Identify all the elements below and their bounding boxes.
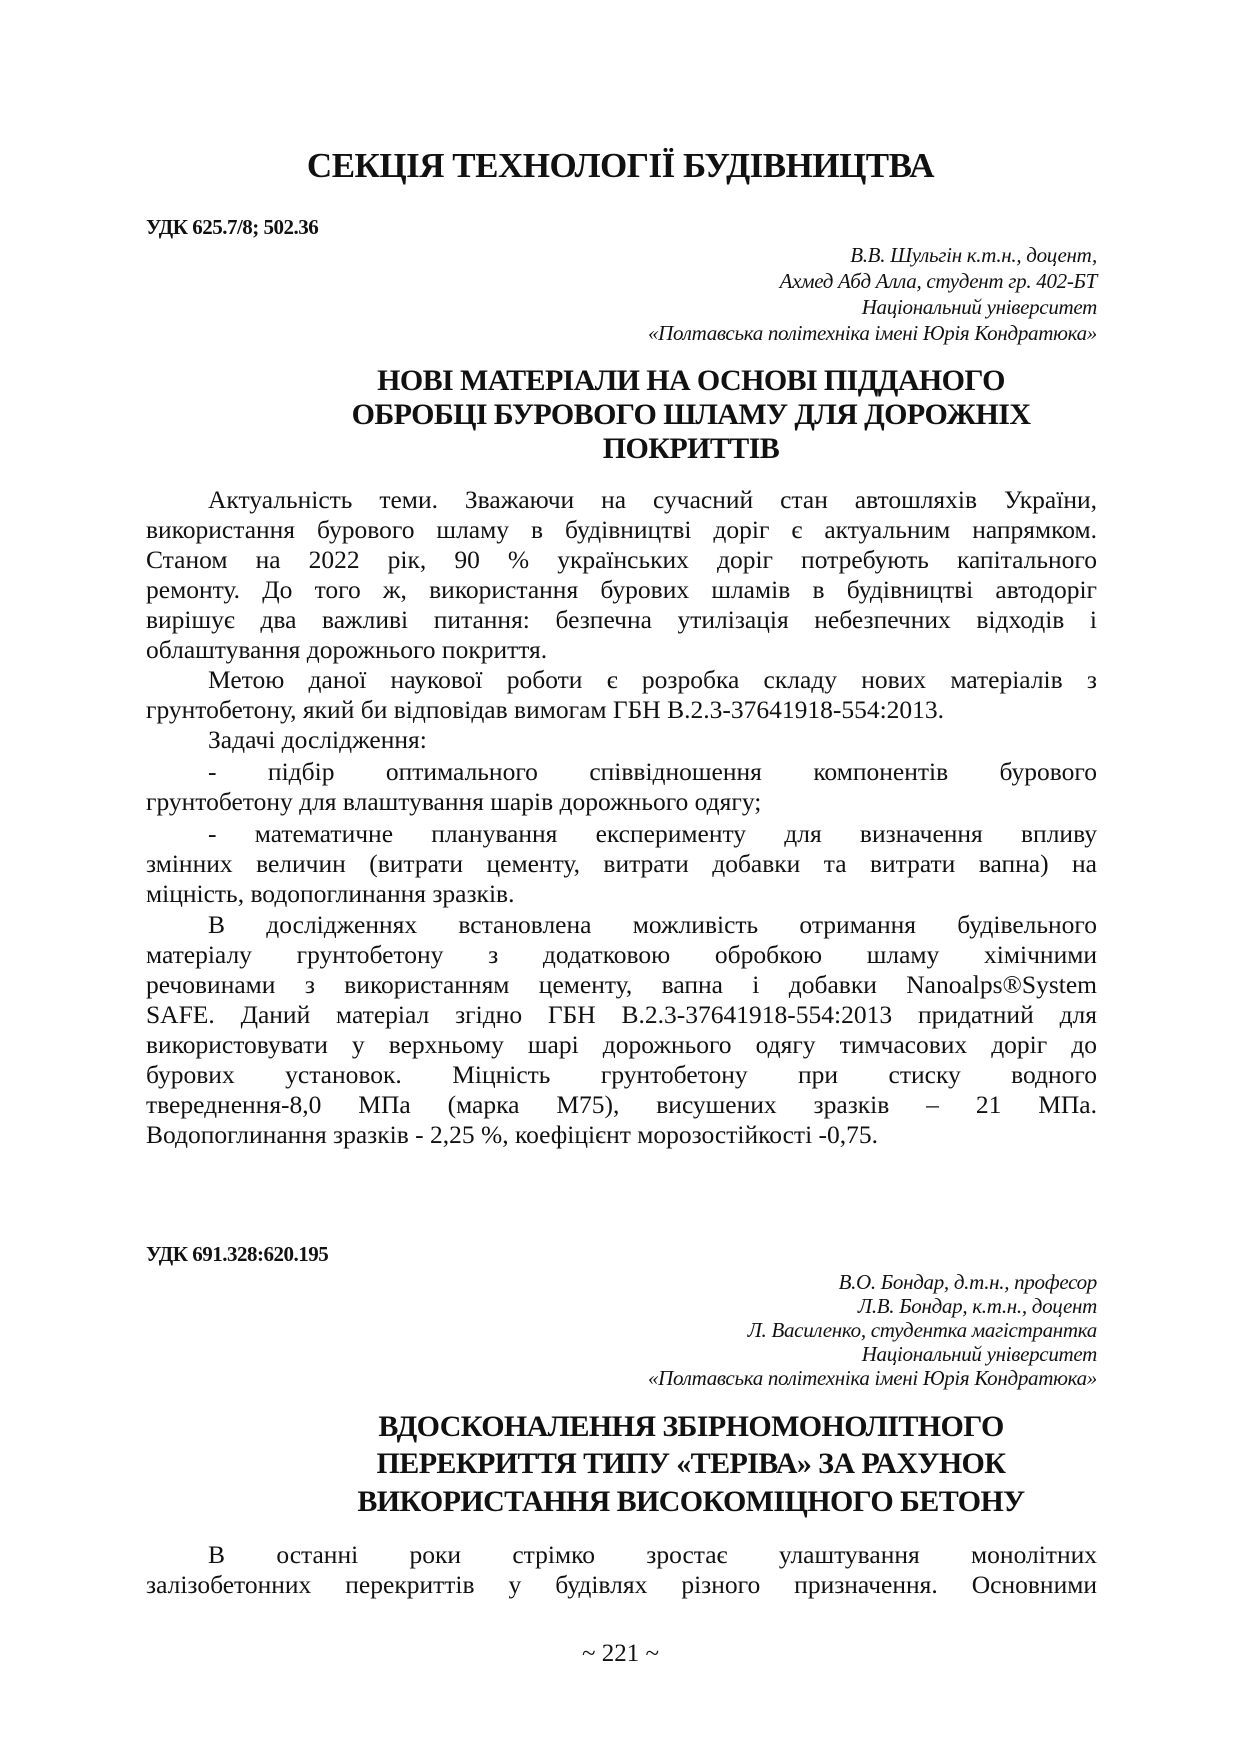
section-title: СЕКЦІЯ ТЕХНОЛОГІЇ БУДІВНИЦТВА bbox=[306, 146, 935, 185]
author-line: Л.В. Бондар, к.т.н., доцент bbox=[857, 1294, 1097, 1318]
affiliation-line: «Полтавська політехніка імені Юрія Кондратюка» bbox=[647, 321, 1097, 345]
article-title-line: ОБРОБЦІ БУРОВОГО ШЛАМУ ДЛЯ ДОРОЖНІХ bbox=[351, 398, 1031, 431]
body-line: залізобетонних перекриттів у будівлях різного призначення. Основними bbox=[146, 1570, 1097, 1599]
body-line: SAFE. Даний матеріал згідно ГБН В.2.3-37641918-554:2013 придатний для bbox=[146, 1000, 1097, 1029]
body-line: вирішує два важливі питання: безпечна утилізація небезпечних відходів і bbox=[146, 605, 1097, 634]
author-line: В.В. Шульгін к.т.н., доцент, bbox=[850, 243, 1097, 267]
body-line: Задачі дослідження: bbox=[208, 725, 427, 754]
body-line: грунтобетону для влаштування шарів дорожнього одягу; bbox=[146, 787, 762, 816]
body-line: грунтобетону, який би відповідав вимогам ГБН В.2.3-37641918-554:2013. bbox=[146, 695, 945, 724]
udk-code: УДК 691.328:620.195 bbox=[146, 1242, 329, 1266]
affiliation-line: Національний університет bbox=[861, 295, 1097, 319]
body-line: - підбір оптимального співвідношення компонентів бурового bbox=[208, 757, 1097, 786]
body-line: використання бурового шламу в будівництві доріг є актуальним напрямком. bbox=[146, 515, 1097, 544]
body-line: Станом на 2022 рік, 90 % українських доріг потребують капітального bbox=[146, 545, 1097, 574]
body-line: бурових установок. Міцність грунтобетону при стиску водного bbox=[146, 1060, 1097, 1089]
body-line: - математичне планування експерименту для визначення впливу bbox=[208, 819, 1097, 848]
body-line: Метою даної наукової роботи є розробка складу нових матеріалів з bbox=[208, 665, 1097, 694]
body-line: Актуальність теми. Зважаючи на сучасний стан автошляхів України, bbox=[208, 485, 1097, 514]
body-line: речовинами з використанням цементу, вапна і добавки Nanoalps®System bbox=[146, 970, 1097, 999]
udk-code: УДК 625.7/8; 502.36 bbox=[146, 215, 319, 239]
article-title-line: ПЕРЕКРИТТЯ ТИПУ «ТЕРІВА» ЗА РАХУНОК bbox=[376, 1447, 1006, 1480]
body-line: облаштування дорожнього покриття. bbox=[146, 635, 548, 664]
body-line: змінних величин (витрати цементу, витрати добавки та витрати вапна) на bbox=[146, 849, 1097, 878]
body-line: В дослідженнях встановлена можливість отримання будівельного bbox=[208, 910, 1097, 939]
article-title-line: ВИКОРИСТАННЯ ВИСОКОМІЦНОГО БЕТОНУ bbox=[357, 1485, 1025, 1518]
article-title-line: ВДОСКОНАЛЕННЯ ЗБІРНОМОНОЛІТНОГО bbox=[378, 1410, 1004, 1443]
article-title-line: НОВІ МАТЕРІАЛИ НА ОСНОВІ ПІДДАНОГО bbox=[377, 364, 1005, 397]
article-title-line: ПОКРИТТІВ bbox=[602, 432, 780, 465]
body-line: міцність, водопоглинання зразків. bbox=[146, 879, 515, 908]
body-line: матеріалу грунтобетону з додатковою обробкою шламу хімічними bbox=[146, 940, 1097, 969]
affiliation-line: Національний університет bbox=[861, 1342, 1097, 1366]
body-line: ремонту. До того ж, використання бурових шламів в будівництві автодоріг bbox=[146, 575, 1097, 604]
page-number: ~ 221 ~ bbox=[581, 1640, 660, 1667]
affiliation-line: «Полтавська політехніка імені Юрія Кондратюка» bbox=[647, 1366, 1097, 1390]
author-line: Л. Василенко, студентка магістрантка bbox=[747, 1318, 1097, 1342]
body-line: Водопоглинання зразків - 2,25 %, коефіцієнт морозостійкості -0,75. bbox=[146, 1120, 879, 1149]
body-line: В останні роки стрімко зростає улаштування монолітних bbox=[208, 1540, 1097, 1569]
body-line: твереднення-8,0 МПа (марка М75), висушених зразків – 21 МПа. bbox=[146, 1090, 1097, 1119]
author-line: В.О. Бондар, д.т.н., професор bbox=[838, 1270, 1097, 1294]
author-line: Ахмед Абд Алла, студент гр. 402-БТ bbox=[779, 269, 1097, 293]
body-line: використовувати у верхньому шарі дорожнього одягу тимчасових доріг до bbox=[146, 1030, 1097, 1059]
